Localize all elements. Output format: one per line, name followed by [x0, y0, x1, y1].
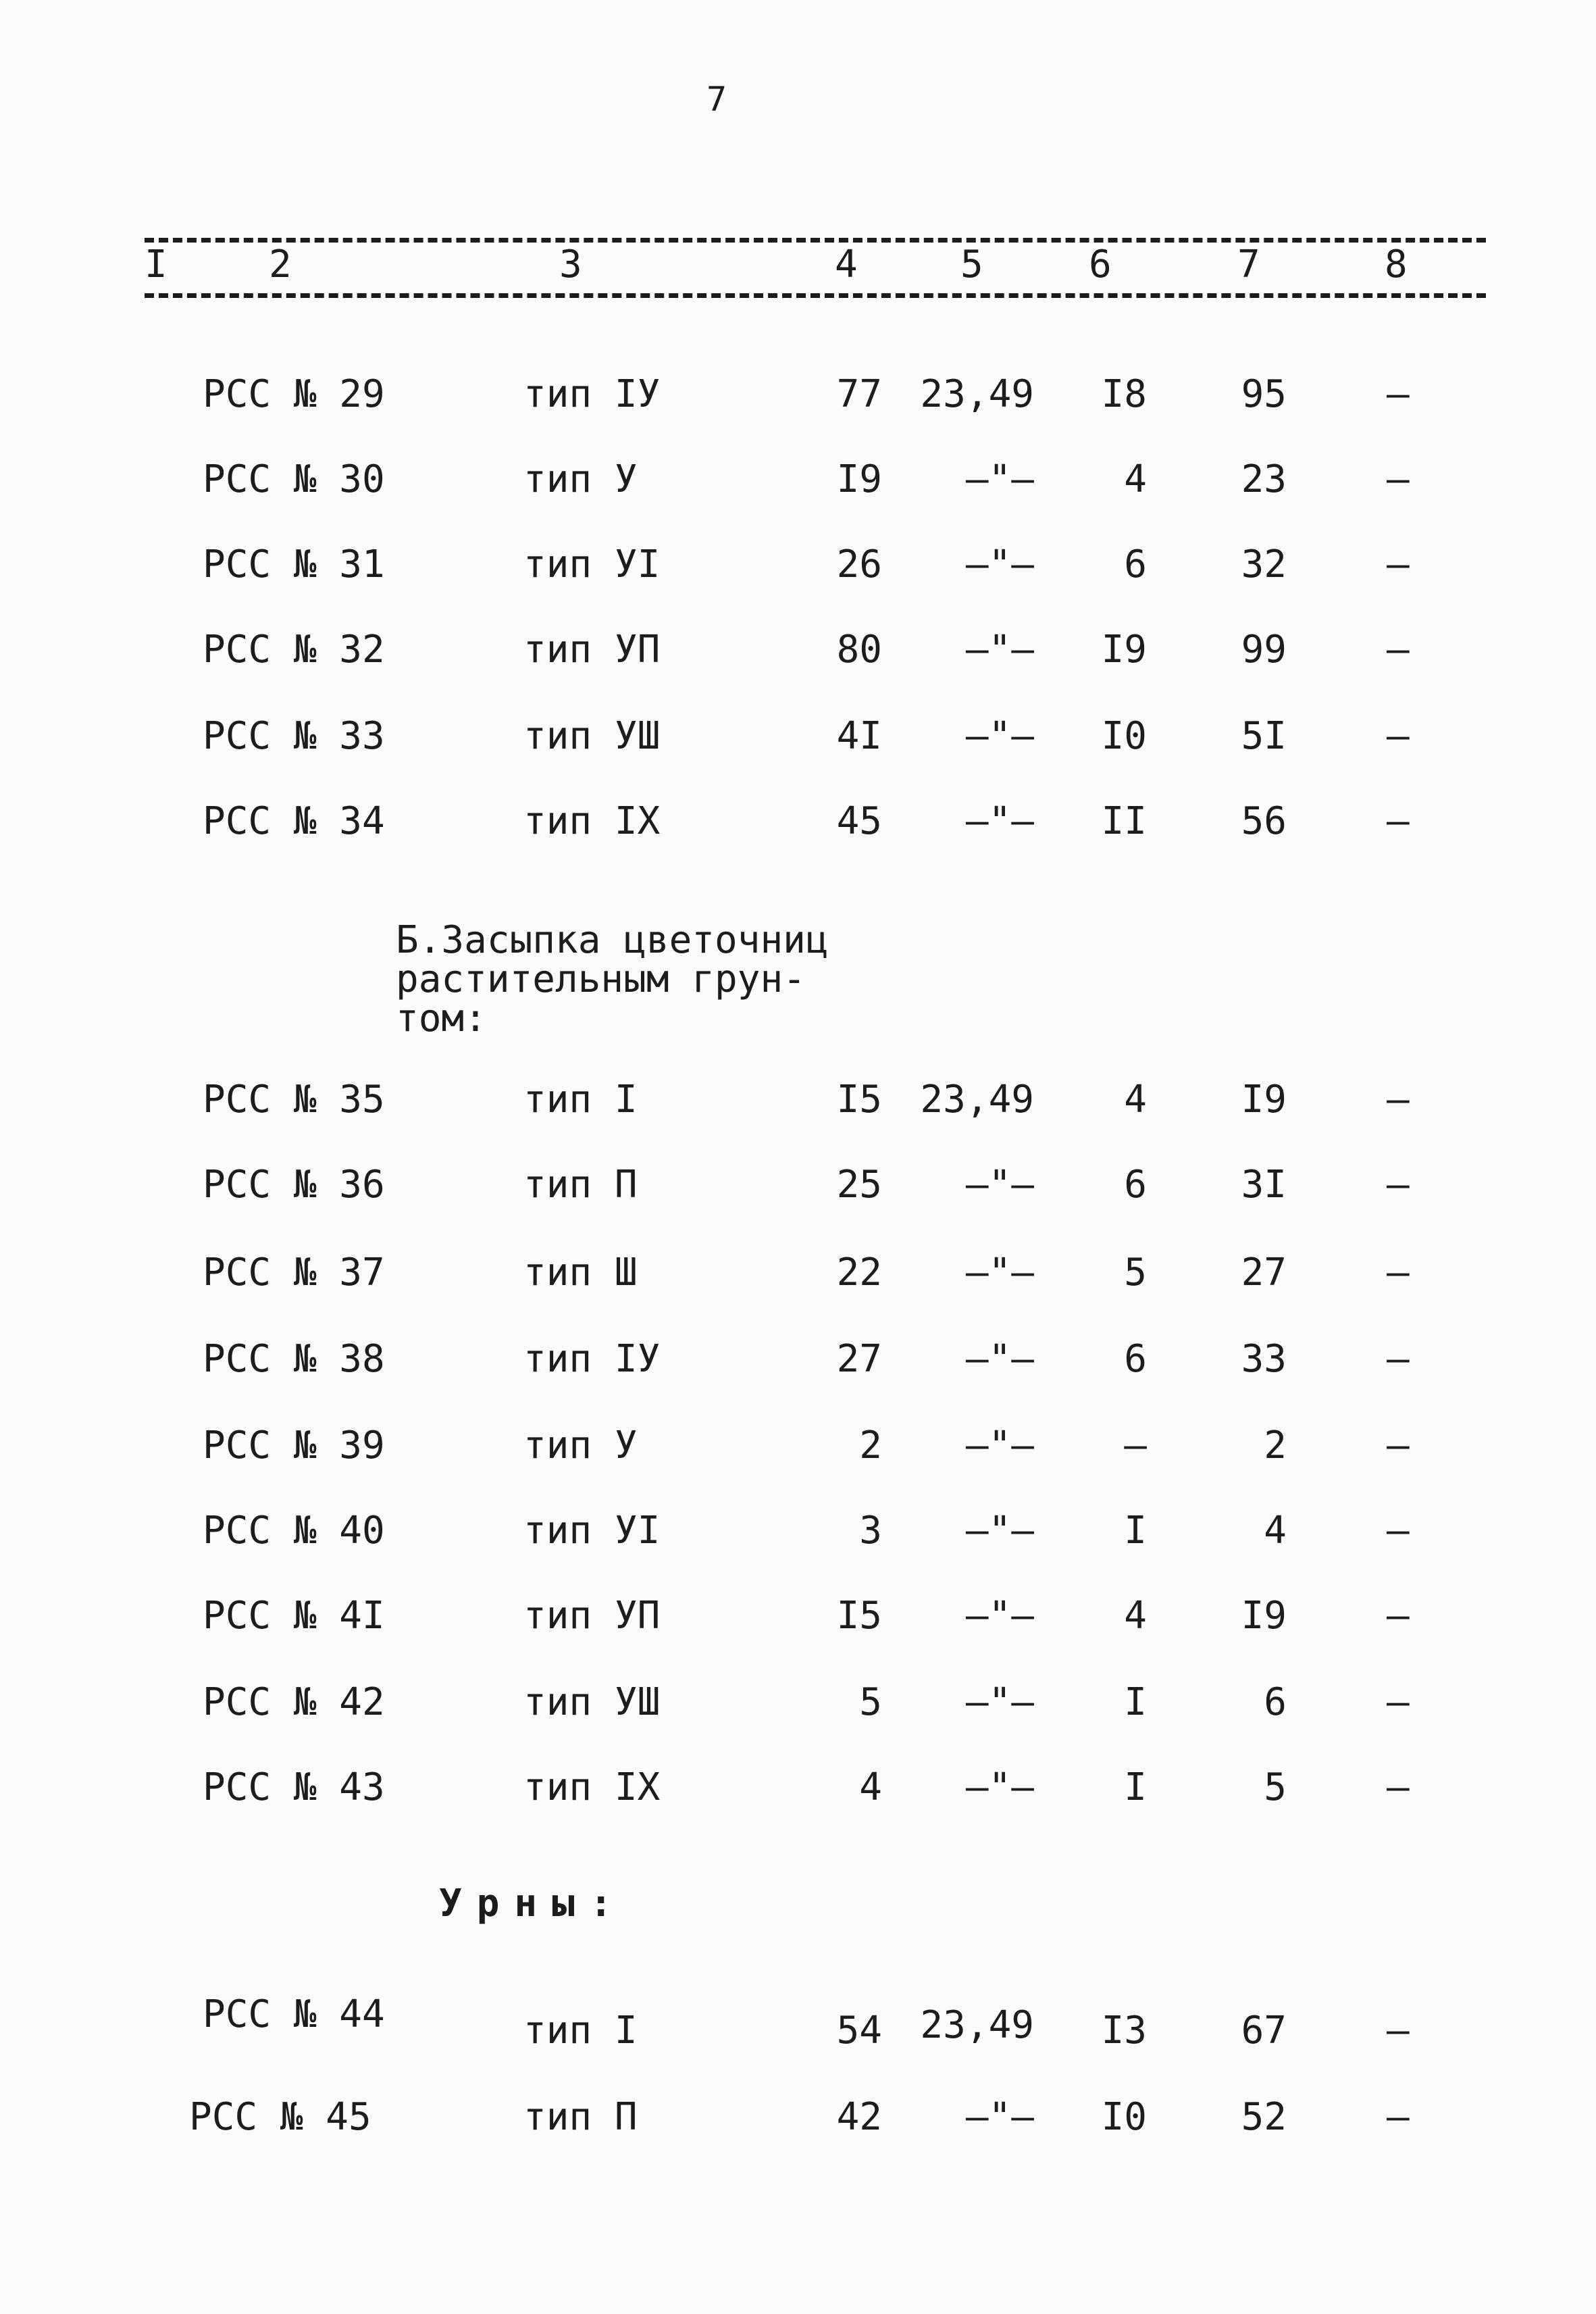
col8-value: – — [1387, 1078, 1410, 1122]
col6-value: 6 — [1124, 1337, 1147, 1381]
col4-value: 3 — [859, 1509, 882, 1553]
item-type: тип У — [523, 457, 638, 501]
col6-value: 6 — [1124, 543, 1147, 586]
table-row — [0, 1246, 1596, 1300]
col7-value: 5I — [1241, 714, 1287, 758]
col6-value: I3 — [1101, 2009, 1147, 2053]
col4-value: 4 — [859, 1765, 882, 1809]
col4-value: 27 — [836, 1337, 882, 1381]
table-row — [0, 1988, 1596, 2053]
item-code: РСС № 29 — [203, 372, 385, 416]
col8-value: – — [1387, 1251, 1410, 1294]
table-row — [0, 1419, 1596, 1473]
item-code: РСС № 4I — [203, 1594, 385, 1638]
col5-value: –"– — [965, 1765, 1034, 1809]
col7-value: 52 — [1241, 2095, 1287, 2139]
col8-value: – — [1387, 1765, 1410, 1809]
item-code: РСС № 42 — [203, 1680, 385, 1724]
col7-value: 67 — [1241, 2009, 1287, 2053]
item-code: РСС № 30 — [203, 457, 385, 501]
item-code: РСС № 34 — [203, 799, 385, 843]
table-row — [0, 623, 1596, 677]
col7-value: 3I — [1241, 1163, 1287, 1207]
col8-value: – — [1387, 2009, 1410, 2053]
page-number: 7 — [706, 80, 727, 119]
table-row — [0, 795, 1596, 849]
col6-value: I9 — [1101, 628, 1147, 672]
column-header-3: 3 — [559, 243, 582, 286]
col8-value: – — [1387, 543, 1410, 586]
col6-value: 6 — [1124, 1163, 1147, 1207]
column-header-1: I — [145, 243, 168, 286]
col5-value: –"– — [965, 714, 1034, 758]
section-heading: Урны: — [439, 1882, 627, 1926]
col8-value: – — [1387, 1509, 1410, 1553]
col7-value: 4 — [1264, 1509, 1287, 1553]
item-type: тип УI — [523, 543, 661, 586]
item-type: тип П — [523, 1163, 638, 1207]
table-row — [0, 1589, 1596, 1643]
item-type: тип IX — [523, 1765, 661, 1809]
header-rule-top — [145, 238, 1486, 243]
table-row — [0, 1504, 1596, 1558]
col5-value: –"– — [965, 628, 1034, 672]
item-type: тип УП — [523, 1594, 661, 1638]
column-header-8: 8 — [1385, 243, 1408, 286]
item-code: РСС № 35 — [203, 1078, 385, 1122]
col4-value: 5 — [859, 1680, 882, 1724]
col6-value: I0 — [1101, 2095, 1147, 2139]
col6-value: I0 — [1101, 714, 1147, 758]
item-type: тип Ш — [523, 1251, 638, 1294]
table-row — [0, 453, 1596, 507]
column-header-6: 6 — [1089, 243, 1112, 286]
header-rule-bottom — [145, 293, 1486, 298]
col4-value: 54 — [836, 2009, 882, 2053]
item-type: тип IX — [523, 799, 661, 843]
col7-value: 99 — [1241, 628, 1287, 672]
item-type: тип УI — [523, 1509, 661, 1553]
col5-value: –"– — [965, 799, 1034, 843]
item-type: тип I — [523, 2009, 638, 2053]
item-type: тип IУ — [523, 1337, 661, 1381]
item-type: тип УП — [523, 628, 661, 672]
col6-value: 4 — [1124, 1594, 1147, 1638]
col6-value: 5 — [1124, 1251, 1147, 1294]
column-header-7: 7 — [1237, 243, 1260, 286]
col4-value: 45 — [836, 799, 882, 843]
table-row — [0, 1073, 1596, 1127]
table-row — [0, 1158, 1596, 1212]
item-code: РСС № 40 — [203, 1509, 385, 1553]
col7-value: 5 — [1264, 1765, 1287, 1809]
col4-value: I5 — [836, 1078, 882, 1122]
col6-value: – — [1124, 1424, 1147, 1467]
table-row — [0, 538, 1596, 592]
table-row — [0, 1332, 1596, 1386]
col5-value: –"– — [965, 1594, 1034, 1638]
col4-value: 77 — [836, 372, 882, 416]
col4-value: 26 — [836, 543, 882, 586]
col5-value: –"– — [965, 457, 1034, 501]
table-row — [0, 368, 1596, 422]
item-type: тип I — [523, 1078, 638, 1122]
item-type: тип П — [523, 2095, 638, 2139]
col4-value: 2 — [859, 1424, 882, 1467]
item-type: тип УШ — [523, 714, 661, 758]
item-code: РСС № 36 — [203, 1163, 385, 1207]
col6-value: I — [1124, 1680, 1147, 1724]
col5-value: –"– — [965, 2095, 1034, 2139]
item-code: РСС № 37 — [203, 1251, 385, 1294]
col8-value: – — [1387, 714, 1410, 758]
col7-value: 6 — [1264, 1680, 1287, 1724]
item-code: РСС № 43 — [203, 1765, 385, 1809]
item-code: РСС № 31 — [203, 543, 385, 586]
item-code: РСС № 32 — [203, 628, 385, 672]
table-row — [0, 1761, 1596, 1815]
col5-value: –"– — [965, 1680, 1034, 1724]
col5-value: –"– — [965, 1337, 1034, 1381]
col8-value: – — [1387, 2095, 1410, 2139]
table-row — [0, 1676, 1596, 1730]
col5-value: –"– — [965, 1163, 1034, 1207]
col5-value: –"– — [965, 1251, 1034, 1294]
section-heading: Б.Засыпка цветочниц растительным грун- том: — [396, 918, 829, 1040]
col5-value: –"– — [965, 543, 1034, 586]
col5-value: –"– — [965, 1509, 1034, 1553]
col7-value: 2 — [1264, 1424, 1287, 1467]
col6-value: 4 — [1124, 457, 1147, 501]
col7-value: 95 — [1241, 372, 1287, 416]
col8-value: – — [1387, 1337, 1410, 1381]
col8-value: – — [1387, 628, 1410, 672]
col6-value: 4 — [1124, 1078, 1147, 1122]
column-header-4: 4 — [835, 243, 858, 286]
item-code: РСС № 39 — [203, 1424, 385, 1467]
col5-value: 23,49 — [920, 372, 1034, 416]
col4-value: 80 — [836, 628, 882, 672]
col8-value: – — [1387, 1424, 1410, 1467]
column-header-2: 2 — [269, 243, 292, 286]
col4-value: I5 — [836, 1594, 882, 1638]
col8-value: – — [1387, 799, 1410, 843]
col8-value: – — [1387, 1680, 1410, 1724]
item-code: РСС № 38 — [203, 1337, 385, 1381]
col7-value: I9 — [1241, 1078, 1287, 1122]
col5-value: –"– — [965, 1424, 1034, 1467]
col5-value: 23,49 — [920, 2003, 1034, 2047]
item-type: тип IУ — [523, 372, 661, 416]
col8-value: – — [1387, 1594, 1410, 1638]
col4-value: I9 — [836, 457, 882, 501]
col8-value: – — [1387, 1163, 1410, 1207]
col4-value: 42 — [836, 2095, 882, 2139]
col7-value: 27 — [1241, 1251, 1287, 1294]
col8-value: – — [1387, 372, 1410, 416]
item-type: тип УШ — [523, 1680, 661, 1724]
col7-value: 33 — [1241, 1337, 1287, 1381]
col7-value: 23 — [1241, 457, 1287, 501]
col6-value: I8 — [1101, 372, 1147, 416]
item-code: РСС № 44 — [203, 1992, 385, 2036]
col4-value: 4I — [836, 714, 882, 758]
item-type: тип У — [523, 1424, 638, 1467]
item-code: РСС № 45 — [189, 2095, 371, 2139]
col7-value: I9 — [1241, 1594, 1287, 1638]
col4-value: 25 — [836, 1163, 882, 1207]
col6-value: II — [1101, 799, 1147, 843]
col7-value: 32 — [1241, 543, 1287, 586]
table-row — [0, 709, 1596, 763]
col6-value: I — [1124, 1765, 1147, 1809]
item-code: РСС № 33 — [203, 714, 385, 758]
column-header-5: 5 — [960, 243, 983, 286]
col6-value: I — [1124, 1509, 1147, 1553]
col7-value: 56 — [1241, 799, 1287, 843]
col4-value: 22 — [836, 1251, 882, 1294]
col5-value: 23,49 — [920, 1078, 1034, 1122]
table-row — [0, 2090, 1596, 2144]
col8-value: – — [1387, 457, 1410, 501]
